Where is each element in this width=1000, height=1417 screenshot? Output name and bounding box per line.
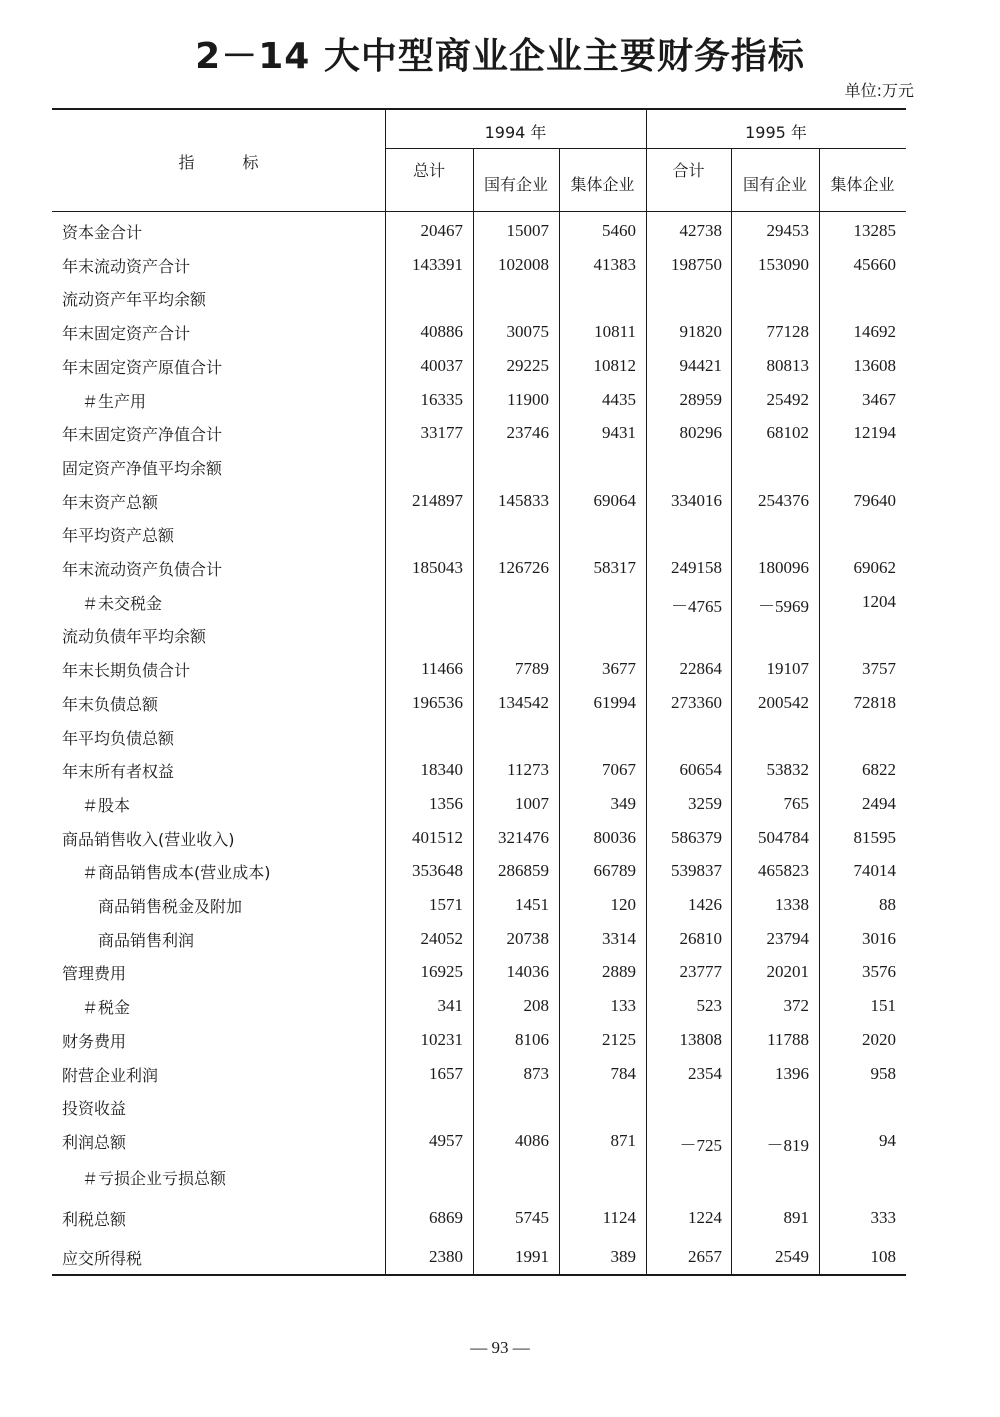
- cell-value: 765: [783, 793, 809, 813]
- row-label: 投资收益: [62, 1099, 127, 1119]
- row-label: 年平均负债总额: [62, 728, 175, 748]
- header-bottom-rule: [52, 211, 906, 212]
- cell-value: 120: [610, 895, 636, 914]
- cell-value: 16335: [420, 389, 463, 409]
- cell-value: 40037: [420, 355, 463, 375]
- row-label: 年末固定资产净值合计: [62, 425, 223, 445]
- row-label: 商品销售税金及附加: [98, 897, 243, 916]
- cell-value: 5460: [602, 221, 636, 240]
- cell-value: 145833: [498, 490, 549, 510]
- table-row: [52, 351, 906, 381]
- cell-value: 4086: [515, 1130, 549, 1150]
- cell-value: 11466: [421, 659, 463, 679]
- cell-value: 3757: [862, 659, 896, 679]
- cell-value: 2380: [429, 1246, 463, 1266]
- cell-value: 4435: [602, 389, 636, 409]
- cell-value: 286859: [498, 861, 549, 881]
- cell-value: 25492: [766, 389, 809, 409]
- page-title: 2－14 大中型商业企业主要财务指标: [195, 36, 805, 77]
- cell-value: 4957: [429, 1130, 463, 1150]
- cell-value: 523: [696, 996, 722, 1016]
- cell-value: 9431: [602, 423, 636, 443]
- cell-value: 80036: [593, 827, 636, 847]
- cell-value: 349: [610, 793, 636, 813]
- row-label: 年末固定资产合计: [62, 324, 191, 344]
- cell-value: 58317: [593, 558, 636, 577]
- cell-value: 20201: [766, 962, 809, 982]
- cell-value: 2657: [688, 1246, 722, 1266]
- cell-value: 66789: [593, 861, 636, 881]
- cell-value: 108: [870, 1246, 896, 1266]
- cell-value: 389: [610, 1246, 636, 1266]
- row-label: 资本金合计: [62, 223, 143, 242]
- table-row: [52, 250, 906, 280]
- cell-value: 6822: [862, 760, 896, 780]
- cell-value: 372: [783, 996, 809, 1016]
- cell-value: 504784: [758, 827, 809, 847]
- indicator-header: 指 标: [178, 153, 259, 172]
- cell-value: 254376: [758, 490, 809, 510]
- table-bottom-rule: [52, 1274, 906, 1276]
- cell-value: 143391: [412, 254, 463, 274]
- cell-value: 1356: [429, 793, 463, 813]
- table-row: [52, 452, 906, 482]
- table-row: [52, 385, 906, 415]
- cell-value: 40886: [420, 322, 463, 342]
- cell-value: 5745: [515, 1207, 549, 1227]
- cell-value: 539837: [671, 861, 722, 881]
- cell-value: 1007: [515, 793, 549, 813]
- cell-value: 180096: [758, 558, 809, 577]
- cell-value: 2494: [862, 793, 896, 813]
- cell-value: 200542: [758, 692, 809, 712]
- cell-value: 1224: [688, 1207, 722, 1227]
- cell-value: 333: [870, 1207, 896, 1227]
- cell-value: 6869: [429, 1207, 463, 1227]
- cell-value: 11273: [507, 760, 549, 780]
- cell-value: 133: [610, 996, 636, 1016]
- table-row: [52, 317, 906, 347]
- cell-value: 24052: [420, 928, 463, 948]
- cell-value: 1657: [429, 1063, 463, 1083]
- cell-value: 1451: [515, 895, 549, 914]
- cell-value: 273360: [671, 692, 722, 712]
- table-row: [52, 957, 906, 987]
- table-row: [52, 890, 906, 920]
- cell-value: 321476: [498, 827, 549, 847]
- cell-value: 1571: [429, 895, 463, 914]
- cell-value: 88: [879, 895, 896, 914]
- table-row: [52, 1203, 906, 1233]
- cell-value: 586379: [671, 827, 722, 847]
- cell-value: 13285: [853, 221, 896, 240]
- cell-value: 81595: [853, 827, 896, 847]
- cell-value: 334016: [671, 490, 722, 510]
- cell-value: 13608: [853, 355, 896, 375]
- row-label: 利税总额: [62, 1209, 127, 1229]
- table-row: [52, 654, 906, 684]
- cell-value: 196536: [412, 692, 463, 712]
- cell-value: 61994: [593, 692, 636, 712]
- col-header-1995-state: 国有企业: [742, 175, 807, 194]
- row-label: 年末长期负债合计: [62, 661, 191, 681]
- table-row: [52, 216, 906, 246]
- cell-value: 69062: [853, 558, 896, 577]
- cell-value: 23794: [766, 928, 809, 948]
- cell-value: 29453: [766, 221, 809, 240]
- cell-value: 42738: [679, 221, 722, 240]
- table-row: [52, 755, 906, 785]
- cell-value: －4765: [671, 596, 722, 616]
- table-row: [52, 991, 906, 1021]
- table-row: [52, 620, 906, 650]
- cell-value: 30075: [506, 322, 549, 342]
- cell-value: 891: [783, 1207, 809, 1227]
- cell-value: 41383: [593, 254, 636, 274]
- table-top-rule: [52, 108, 906, 110]
- cell-value: 185043: [412, 558, 463, 577]
- cell-value: 151: [870, 996, 896, 1016]
- unit-label: 单位:万元: [844, 81, 914, 100]
- cell-value: 10811: [594, 322, 636, 342]
- cell-value: 1338: [775, 895, 809, 914]
- cell-value: 77128: [766, 322, 809, 342]
- cell-value: 10231: [420, 1029, 463, 1049]
- cell-value: 198750: [671, 254, 722, 274]
- row-label: 年末固定资产原值合计: [62, 357, 223, 377]
- row-label: 年末流动资产合计: [62, 256, 191, 276]
- cell-value: －725: [679, 1135, 722, 1155]
- row-label: 年平均资产总额: [62, 526, 175, 546]
- cell-value: 10812: [593, 355, 636, 375]
- row-label: 年末所有者权益: [62, 762, 175, 782]
- cell-value: 2354: [688, 1063, 722, 1083]
- cell-value: 353648: [412, 861, 463, 881]
- cell-value: 45660: [853, 254, 896, 274]
- table-row: [52, 1162, 906, 1192]
- cell-value: 208: [523, 996, 549, 1016]
- row-label: 流动资产年平均余额: [62, 290, 207, 310]
- table-row: [52, 486, 906, 516]
- cell-value: 26810: [679, 928, 722, 948]
- row-label: ＃商品销售成本(营业成本): [82, 863, 271, 883]
- table-row: [52, 1059, 906, 1089]
- cell-value: 94: [879, 1130, 896, 1150]
- row-label: 年末流动资产负债合计: [62, 560, 223, 579]
- cell-value: 249158: [671, 558, 722, 577]
- cell-value: 401512: [412, 827, 463, 847]
- cell-value: 53832: [766, 760, 809, 780]
- row-label: 年末负债总额: [62, 694, 159, 714]
- cell-value: 80813: [766, 355, 809, 375]
- cell-value: 13808: [679, 1029, 722, 1049]
- cell-value: 11900: [507, 389, 549, 409]
- cell-value: 23746: [506, 423, 549, 443]
- cell-value: 2020: [862, 1029, 896, 1049]
- table-row: [52, 1242, 906, 1272]
- cell-value: 871: [610, 1130, 636, 1150]
- cell-value: 80296: [679, 423, 722, 443]
- row-label: 财务费用: [62, 1031, 127, 1051]
- cell-value: 2889: [602, 962, 636, 982]
- table-row: [52, 823, 906, 853]
- cell-value: 18340: [420, 760, 463, 780]
- row-label: 利润总额: [62, 1132, 127, 1152]
- row-label: ＃亏损企业亏损总额: [82, 1168, 227, 1188]
- table-row: [52, 1126, 906, 1156]
- table-row: [52, 418, 906, 448]
- cell-value: 20738: [506, 928, 549, 948]
- cell-value: 873: [523, 1063, 549, 1083]
- cell-value: 20467: [420, 221, 463, 240]
- cell-value: 94421: [679, 355, 722, 375]
- table-row: [52, 789, 906, 819]
- cell-value: 14692: [853, 322, 896, 342]
- cell-value: 22864: [679, 659, 722, 679]
- col-header-1995-total: 合计: [672, 161, 705, 180]
- cell-value: 2549: [775, 1246, 809, 1266]
- cell-value: 126726: [498, 558, 549, 577]
- cell-value: 68102: [766, 423, 809, 443]
- cell-value: 3259: [688, 793, 722, 813]
- table-row: [52, 856, 906, 886]
- year-1994-header: 1994 年: [484, 123, 547, 142]
- row-label: 商品销售收入(营业收入): [62, 829, 235, 849]
- table-row: [52, 519, 906, 549]
- row-label: 应交所得税: [62, 1248, 143, 1268]
- cell-value: 74014: [853, 861, 896, 881]
- row-label: 商品销售利润: [98, 930, 195, 950]
- cell-value: 3576: [862, 962, 896, 982]
- cell-value: 91820: [679, 322, 722, 342]
- cell-value: 214897: [412, 490, 463, 510]
- cell-value: 341: [437, 996, 463, 1016]
- cell-value: 16925: [420, 962, 463, 982]
- cell-value: 19107: [766, 659, 809, 679]
- cell-value: 72818: [853, 692, 896, 712]
- cell-value: 3677: [602, 659, 636, 679]
- cell-value: 15007: [506, 221, 549, 240]
- table-row: [52, 1092, 906, 1122]
- cell-value: －819: [766, 1135, 809, 1155]
- cell-value: 134542: [498, 692, 549, 712]
- cell-value: 79640: [853, 490, 896, 510]
- cell-value: 14036: [506, 962, 549, 982]
- page-number: — 93 —: [470, 1338, 530, 1357]
- cell-value: 33177: [420, 423, 463, 443]
- cell-value: 7789: [515, 659, 549, 679]
- cell-value: 1991: [515, 1246, 549, 1266]
- row-label: 管理费用: [62, 964, 127, 984]
- cell-value: 1396: [775, 1063, 809, 1083]
- cell-value: 12194: [853, 423, 896, 443]
- cell-value: 3314: [602, 928, 636, 948]
- year-1995-header: 1995 年: [745, 123, 807, 142]
- cell-value: 2125: [602, 1029, 636, 1049]
- cell-value: －5969: [758, 596, 809, 616]
- table-row: [52, 587, 906, 617]
- cell-value: 3467: [862, 389, 896, 409]
- col-header-1994-collective: 集体企业: [570, 175, 635, 194]
- row-label: ＃股本: [82, 795, 131, 815]
- cell-value: 60654: [679, 760, 722, 780]
- cell-value: 1124: [602, 1207, 636, 1227]
- cell-value: 1426: [688, 895, 722, 914]
- col-header-1995-collective: 集体企业: [830, 175, 895, 194]
- table-row: [52, 924, 906, 954]
- row-label: 流动负债年平均余额: [62, 627, 207, 647]
- cell-value: 958: [870, 1063, 896, 1083]
- cell-value: 465823: [758, 861, 809, 881]
- cell-value: 102008: [498, 254, 549, 274]
- table-row: [52, 553, 906, 583]
- cell-value: 8106: [515, 1029, 549, 1049]
- row-label: 年末资产总额: [62, 492, 159, 512]
- cell-value: 28959: [679, 389, 722, 409]
- cell-value: 784: [610, 1063, 636, 1083]
- cell-value: 153090: [758, 254, 809, 274]
- col-header-1994-total: 总计: [412, 161, 445, 180]
- cell-value: 69064: [593, 490, 636, 510]
- table-row: [52, 688, 906, 718]
- cell-value: 29225: [506, 355, 549, 375]
- table-row: [52, 722, 906, 752]
- row-label: ＃生产用: [82, 391, 147, 411]
- cell-value: 1204: [862, 591, 896, 611]
- cell-value: 7067: [602, 760, 636, 780]
- table-row: [52, 1025, 906, 1055]
- row-label: ＃未交税金: [82, 593, 163, 613]
- row-label: 附营企业利润: [62, 1065, 159, 1085]
- row-label: ＃税金: [82, 998, 131, 1018]
- cell-value: 3016: [862, 928, 896, 948]
- cell-value: 23777: [679, 962, 722, 982]
- cell-value: 11788: [767, 1029, 809, 1049]
- row-label: 固定资产净值平均余额: [62, 458, 223, 478]
- col-header-1994-state: 国有企业: [483, 175, 548, 194]
- table-row: [52, 283, 906, 313]
